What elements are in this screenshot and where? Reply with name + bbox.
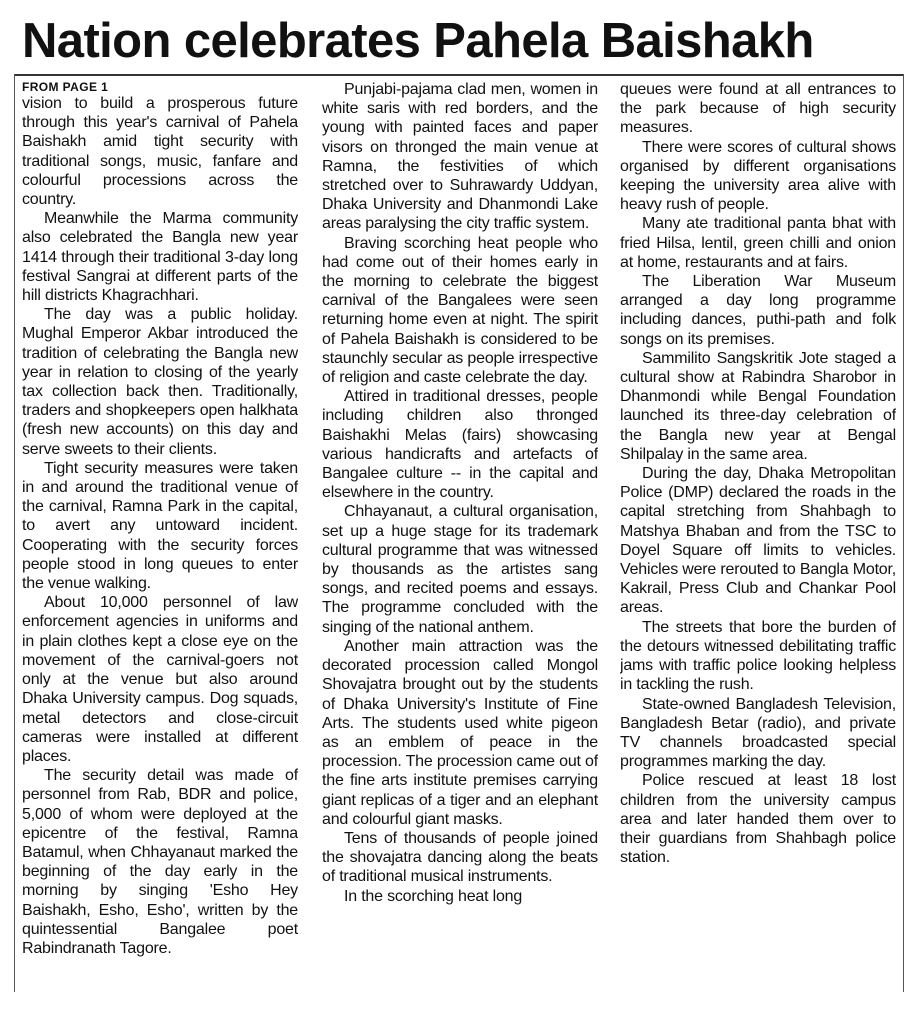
- article-paragraph: vision to build a prosperous future through this year's carnival of Pahela Baishakh amid tight security with traditional songs, music, fanfare and colourful processions across the country.: [22, 95, 298, 209]
- article-paragraph: Tens of thousands of people joined the shovajatra dancing along the beats of traditional musical instruments.: [322, 829, 598, 886]
- article-paragraph: The security detail was made of personnel from Rab, BDR and police, 5,000 of whom were deployed at the epicentre of the festival, Ramna Batamul, when Chhayanaut marked the beginning of the day early in the morning by singing 'Esho Hey Baishakh, Esho, Esho', written by the quintessential Bangalee poet Rabindranath Tagore.: [22, 767, 298, 957]
- article-paragraph: About 10,000 personnel of law enforcement agencies in uniforms and in plain clothes kept a close eye on the movement of the carnival-goers not only at the venue but also around Dhaka University campus. Dog squads, metal detectors and close-circuit cameras were installed at different places.: [22, 594, 298, 765]
- article-column-1: [22, 80, 298, 990]
- article-paragraph: Chhayanaut, a cultural organisation, set up a huge stage for its trademark cultural programme that was witnessed by thousands as the artistes sang songs, and recited poems and essays. The programme concluded with the singing of the national anthem.: [322, 503, 598, 636]
- article-paragraph: The day was a public holiday. Mughal Emperor Akbar introduced the tradition of celebrating the Bangla new year in relation to closing of the yearly tax collection back then. Traditionally, traders and shopkeepers open halkhata (fresh new accounts) on this day and serve sweets to their clients.: [22, 306, 298, 458]
- article-paragraph: The streets that bore the burden of the detours witnessed debilitating traffic jams with traffic police looking helpless in tackling the rush.: [620, 618, 896, 694]
- article-column-3: [620, 80, 896, 990]
- right-border-rule: [903, 74, 904, 992]
- jump-line-kicker: FROM PAGE 1: [22, 80, 109, 94]
- article-column-2: [322, 80, 598, 990]
- article-paragraph: In the scorching heat long: [344, 887, 523, 905]
- article-paragraph: There were scores of cultural shows organised by different organisations keeping the university area alive with heavy rush of people.: [620, 138, 896, 214]
- article-paragraph: Police rescued at least 18 lost children from the university campus area and later handed them over to their guardians from Shahbagh police station.: [620, 772, 896, 867]
- article-paragraph: Tight security measures were taken in and around the traditional venue of the carnival, Ramna Park in the capital, to avert any untoward incident. Cooperating with the security forces people stood in long queues to enter the venue walking.: [22, 459, 298, 593]
- article-paragraph: Punjabi-pajama clad men, women in white saris with red borders, and the young with painted faces and paper visors on thronged the main venue at Ramna, the festivities of which stretched over to Suhrawardy Uddyan, Dhaka University and Dhanmondi Lake areas paralysing the city traffic system.: [322, 81, 598, 233]
- article-paragraph: Many ate traditional panta bhat with fried Hilsa, lentil, green chilli and onion at home, restaurants and at fairs.: [620, 215, 896, 271]
- article-paragraph: State-owned Bangladesh Television, Bangladesh Betar (radio), and private TV channels broadcasted special programmes marking the day.: [620, 695, 896, 771]
- headline-rule: [14, 74, 904, 76]
- headline: Nation celebrates Pahela Baishakh: [22, 14, 814, 68]
- article-paragraph: Meanwhile the Marma community also celebrated the Bangla new year 1414 through their traditional 3-day long festival Sangrai at different parts of the hill districts Khagrachhari.: [22, 210, 298, 305]
- article-paragraph: During the day, Dhaka Metropolitan Police (DMP) declared the roads in the capital stretching from Shahbagh to Matshya Bhaban and from the TSC to Doyel Square off limits to vehicles. Vehicles were rerouted to Bangla Motor, Kakrail, Press Club and Chankar Pool areas.: [620, 465, 896, 617]
- article-paragraph: Attired in traditional dresses, people including children also thronged Baishakhi Melas (fairs) showcasing various handicrafts and artefacts of Bangalee culture -- in the capital and elsewhere in the country.: [322, 388, 598, 502]
- article-paragraph: Sammilito Sangskritik Jote staged a cultural show at Rabindra Sharobor in Dhanmondi while Bengal Foundation launched its three-day celebration of the Bangla new year at Bengal Shilpalay in the same area.: [620, 349, 896, 463]
- article-paragraph: queues were found at all entrances to the park because of high security measures.: [620, 81, 896, 137]
- article-paragraph: The Liberation War Museum arranged a day long programme including dances, puthi-path and folk songs on its premises.: [620, 273, 896, 348]
- article-paragraph: Another main attraction was the decorated procession called Mongol Shovajatra brought out by the students of Dhaka University's Institute of Fine Arts. The students used white pigeon as an emblem of peace in the procession. The procession came out of the fine arts institute premises carrying giant replicas of a tiger and an elephant and colourful giant masks.: [322, 637, 598, 828]
- left-border-rule: [14, 74, 15, 992]
- article-paragraph: Braving scorching heat people who had come out of their homes early in the morning to celebrate the biggest carnival of the Bangalees were seen returning home even at night. The spirit of Pahela Baishakh is considered to be staunchly secular as people irrespective of religion and caste celebrate the day.: [322, 234, 598, 387]
